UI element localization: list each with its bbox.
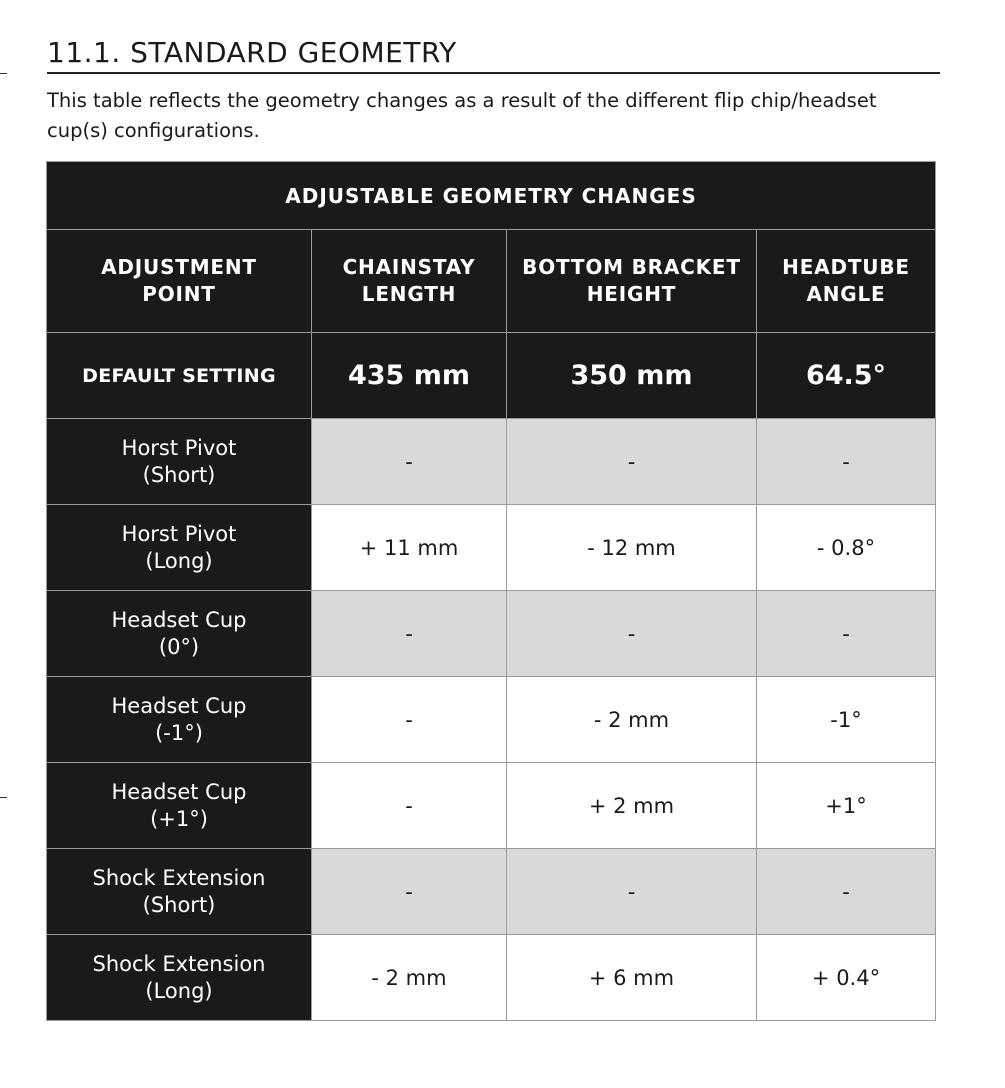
table-row [47, 935, 936, 1021]
headtube-cell: -1° [757, 677, 936, 763]
chainstay-cell: - 2 mm [312, 935, 507, 1021]
header-chainstay-length [312, 230, 507, 333]
header-line: CHAINSTAY [342, 255, 476, 279]
headtube-cell: - [757, 591, 936, 677]
headtube-cell: + 0.4° [757, 935, 936, 1021]
headtube-cell: - [757, 849, 936, 935]
row-label [47, 677, 312, 763]
default-chainstay-value: 435 mm [312, 333, 507, 419]
section-heading-block [47, 34, 940, 74]
header-line: HEADTUBE [782, 255, 910, 279]
row-label-line: Headset Cup [111, 607, 247, 632]
chainstay-cell: + 11 mm [312, 505, 507, 591]
table-title-row [47, 162, 936, 230]
header-adjustment-point [47, 230, 312, 333]
bb-height-cell: - 12 mm [507, 505, 757, 591]
geometry-table [46, 161, 936, 1021]
table-title: ADJUSTABLE GEOMETRY CHANGES [47, 162, 936, 230]
headtube-cell: - [757, 419, 936, 505]
row-label [47, 763, 312, 849]
headtube-cell: - 0.8° [757, 505, 936, 591]
chainstay-cell: - [312, 849, 507, 935]
default-setting-row [47, 333, 936, 419]
default-bb-height-value: 350 mm [507, 333, 757, 419]
header-line: LENGTH [361, 282, 457, 306]
row-label [47, 935, 312, 1021]
row-label-line: Headset Cup [111, 779, 247, 804]
bb-height-cell: + 2 mm [507, 763, 757, 849]
table-header-row [47, 230, 936, 333]
margin-tick-bottom [0, 797, 7, 798]
row-label-line: (+1°) [150, 806, 208, 831]
table-row [47, 591, 936, 677]
default-setting-label: DEFAULT SETTING [47, 333, 312, 419]
intro-paragraph: This table reflects the geometry changes as a result of the different flip chip/headset cup(s) configurations. [47, 89, 877, 142]
header-line: ADJUSTMENT [101, 255, 257, 279]
row-label [47, 591, 312, 677]
table-row [47, 677, 936, 763]
table-row [47, 763, 936, 849]
bb-height-cell: - [507, 419, 757, 505]
row-label-line: (Long) [145, 548, 213, 573]
row-label-line: Shock Extension [92, 951, 266, 976]
row-label [47, 505, 312, 591]
row-label-line: (Long) [145, 978, 213, 1003]
headtube-cell: +1° [757, 763, 936, 849]
bb-height-cell: - [507, 849, 757, 935]
row-label-line: (-1°) [155, 720, 203, 745]
row-label-line: (Short) [142, 462, 216, 487]
chainstay-cell: - [312, 419, 507, 505]
section-heading: 11.1. STANDARD GEOMETRY [47, 36, 457, 69]
table-row [47, 505, 936, 591]
header-line: POINT [142, 282, 216, 306]
table-row [47, 849, 936, 935]
row-label-line: Horst Pivot [121, 521, 237, 546]
header-bottom-bracket-height [507, 230, 757, 333]
header-line: BOTTOM BRACKET [522, 255, 741, 279]
chainstay-cell: - [312, 677, 507, 763]
chainstay-cell: - [312, 763, 507, 849]
row-label [47, 419, 312, 505]
header-line: ANGLE [806, 282, 886, 306]
header-headtube-angle [757, 230, 936, 333]
table-row [47, 419, 936, 505]
header-line: HEIGHT [586, 282, 677, 306]
bb-height-cell: + 6 mm [507, 935, 757, 1021]
row-label [47, 849, 312, 935]
row-label-line: Horst Pivot [121, 435, 237, 460]
default-headtube-value: 64.5° [757, 333, 936, 419]
bb-height-cell: - 2 mm [507, 677, 757, 763]
row-label-line: Shock Extension [92, 865, 266, 890]
row-label-line: (0°) [158, 634, 200, 659]
row-label-line: (Short) [142, 892, 216, 917]
chainstay-cell: - [312, 591, 507, 677]
row-label-line: Headset Cup [111, 693, 247, 718]
bb-height-cell: - [507, 591, 757, 677]
margin-tick-top [0, 73, 7, 74]
